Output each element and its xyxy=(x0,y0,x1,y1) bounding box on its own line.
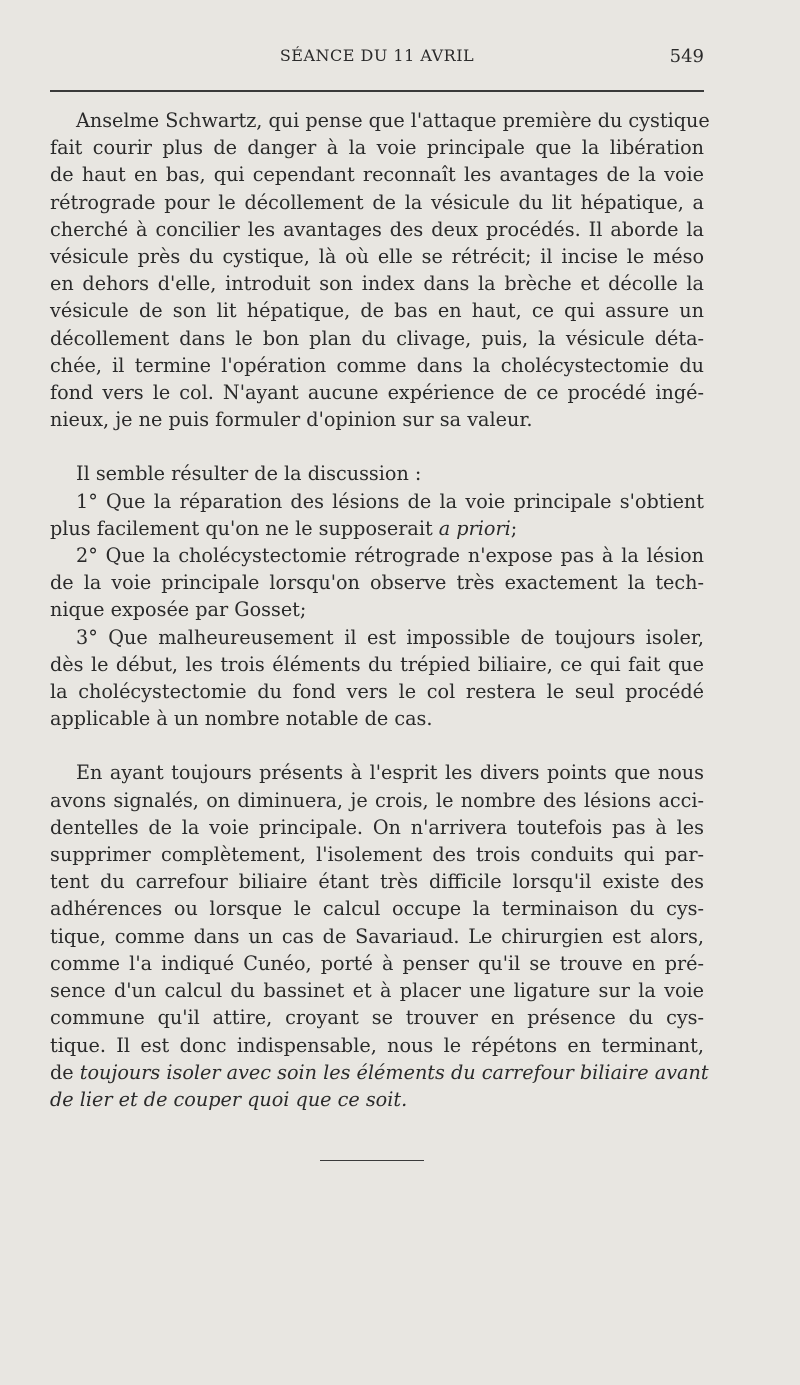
text-line: fait courir plus de danger à la voie principale que la libération xyxy=(50,136,704,160)
text-line: tique, comme dans un cas de Savariaud. Le chirurgien est alors, xyxy=(50,924,704,948)
text-line: chée, il termine l'opération comme dans la cholécystectomie du xyxy=(50,353,704,377)
text-line: de la voie principale lorsqu'on observe très exactement la tech- xyxy=(50,571,704,595)
list-item xyxy=(50,542,704,624)
text-line: vésicule près du cystique, là où elle se rétrécit; il incise le méso xyxy=(50,245,704,269)
text-line: rétrograde pour le décollement de la vésicule du lit hépatique, a xyxy=(50,190,704,214)
paragraph-gap xyxy=(50,732,704,759)
text-line: en dehors d'elle, introduit son index dans la brèche et décolle la xyxy=(50,272,704,296)
list-item xyxy=(50,488,704,542)
text-line: vésicule de son lit hépatique, de bas en haut, ce qui assure un xyxy=(50,299,704,323)
text-run: de xyxy=(50,1060,80,1084)
text-line: tique. Il est donc indispensable, nous le répétons en terminant, xyxy=(50,1033,704,1057)
text-line: tent du carrefour biliaire étant très difficile lorsqu'il existe des xyxy=(50,870,704,894)
text-run: ; xyxy=(510,516,518,540)
text-line xyxy=(50,515,704,542)
header-rule xyxy=(50,90,704,92)
text-line: sence d'un calcul du bassinet et à placer une ligature sur la voie xyxy=(50,979,704,1003)
text-line: dentelles de la voie principale. On n'arrivera toutefois pas à les xyxy=(50,815,704,839)
text-line: avons signalés, on diminuera, je crois, le nombre des lésions acci- xyxy=(50,788,704,812)
text-line xyxy=(50,1059,709,1086)
page-number: 549 xyxy=(669,46,704,67)
end-rule xyxy=(320,1160,424,1161)
page-header xyxy=(50,46,704,74)
list-item xyxy=(50,624,704,733)
text-line: 1° Que la réparation des lésions de la voie principale s'obtient xyxy=(76,489,704,513)
text-line: fond vers le col. N'ayant aucune expérience de ce procédé ingé- xyxy=(50,381,704,405)
text-line: commune qu'il attire, croyant se trouver en présence du cys- xyxy=(50,1006,704,1030)
text-line: décollement dans le bon plan du clivage, puis, la vésicule déta- xyxy=(50,326,704,350)
text-run: plus facilement qu'on ne le supposerait xyxy=(50,516,439,540)
text-line: supprimer complètement, l'isolement des trois conduits qui par- xyxy=(50,843,704,867)
text-line: 2° Que la cholécystectomie rétrograde n'expose pas à la lésion xyxy=(76,544,704,568)
text-line: adhérences ou lorsque le calcul occupe la terminaison du cys- xyxy=(50,897,704,921)
paragraph xyxy=(50,107,710,433)
text-line: comme l'a indiqué Cunéo, porté à penser qu'il se trouve en pré- xyxy=(50,951,704,975)
italic-text: toujours isoler avec soin les éléments du carrefour biliaire avant xyxy=(79,1060,709,1084)
text-line: En ayant toujours présents à l'esprit les divers points que nous xyxy=(76,761,704,785)
text-line: nique exposée par Gosset; xyxy=(50,598,307,622)
text-line: Il semble résulter de la discussion : xyxy=(76,462,422,486)
text-line: de haut en bas, qui cependant reconnaît les avantages de la voie xyxy=(50,163,704,187)
italic-text-line: de lier et de couper quoi que ce soit. xyxy=(50,1087,408,1111)
text-line: la cholécystectomie du fond vers le col restera le seul procédé xyxy=(50,680,704,704)
text-line: cherché à concilier les avantages des deux procédés. Il aborde la xyxy=(50,217,704,241)
italic-text: a priori xyxy=(438,516,511,540)
body-text xyxy=(50,107,710,1113)
text-line: dès le début, les trois éléments du trépied biliaire, ce qui fait que xyxy=(50,652,704,676)
paragraph xyxy=(50,460,704,487)
text-line: Anselme Schwartz, qui pense que l'attaque première du cystique xyxy=(76,109,710,132)
paragraph xyxy=(50,759,709,1113)
text-line: nieux, je ne puis formuler d'opinion sur sa valeur. xyxy=(50,408,533,432)
paragraph-gap xyxy=(50,433,704,460)
running-head: SÉANCE DU 11 AVRIL xyxy=(279,46,475,65)
text-line: applicable à un nombre notable de cas. xyxy=(50,707,433,731)
text-line: 3° Que malheureusement il est impossible de toujours isoler, xyxy=(76,625,704,649)
